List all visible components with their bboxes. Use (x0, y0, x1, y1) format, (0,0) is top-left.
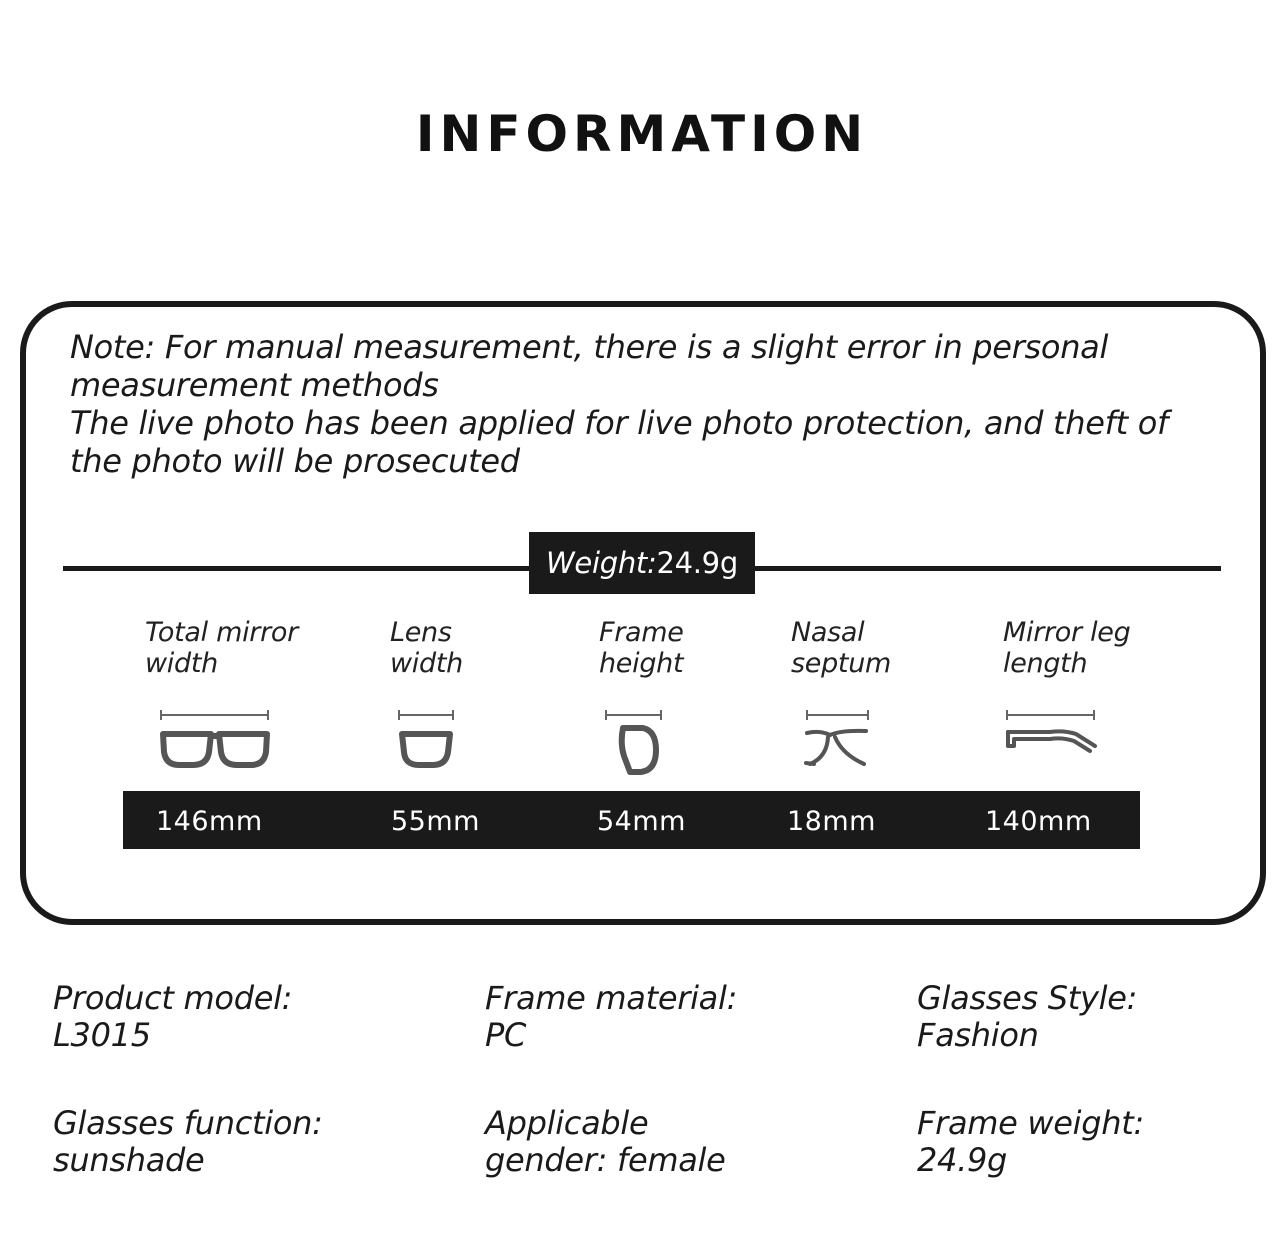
label-line: Lens (390, 617, 452, 648)
spec-glasses-function (53, 1105, 323, 1179)
spec-label: Glasses function: (53, 1104, 323, 1142)
label-line: septum (791, 648, 892, 679)
value-frame-height: 54mm (597, 806, 686, 837)
measurement-label-leg-length (1003, 617, 1130, 679)
measurement-label-total-width (145, 617, 298, 679)
spec-product-model (53, 980, 292, 1054)
label-line: Frame (599, 617, 684, 648)
spec-label: Frame material: (485, 979, 738, 1017)
note-line: measurement methods (70, 366, 439, 404)
measurement-label-lens-width (390, 617, 463, 679)
note-line: Note: For manual measurement, there is a slight error in personal (70, 328, 1109, 366)
spec-frame-material (485, 980, 737, 1054)
spec-frame-weight (917, 1105, 1144, 1179)
label-line: Nasal (791, 617, 865, 648)
nose-bridge-icon (804, 706, 872, 776)
label-line: Total mirror (145, 617, 298, 648)
value-nasal-septum: 18mm (787, 806, 876, 837)
spec-value: sunshade (53, 1141, 205, 1179)
spec-value: 24.9g (917, 1141, 1008, 1179)
value-total-width: 146mm (156, 806, 263, 837)
label-line: width (145, 648, 218, 679)
spec-label: Glasses Style: (917, 979, 1138, 1017)
page-title: INFORMATION (415, 105, 869, 163)
glasses-front-icon (158, 706, 272, 776)
spec-label: Product model: (53, 979, 293, 1017)
label-line: height (599, 648, 684, 679)
label-line: width (390, 648, 463, 679)
spec-glasses-style (917, 980, 1137, 1054)
spec-applicable-gender (485, 1105, 726, 1179)
spec-label: Frame weight: (917, 1104, 1144, 1142)
weight-value: 24.9g (656, 546, 738, 580)
measurement-note (70, 328, 1250, 480)
spec-label: Applicable (485, 1104, 649, 1142)
measurement-label-frame-height (599, 617, 684, 679)
label-line: length (1003, 648, 1088, 679)
frame-height-icon (603, 706, 667, 780)
weight-badge (529, 532, 755, 594)
note-line: the photo will be prosecuted (70, 442, 520, 480)
label-line: Mirror leg (1003, 617, 1131, 648)
spec-value: Fashion (917, 1016, 1039, 1054)
spec-value: gender: female (485, 1141, 726, 1179)
weight-label: Weight: (546, 546, 657, 580)
value-lens-width: 55mm (391, 806, 480, 837)
note-line: The live photo has been applied for live photo protection, and theft of (70, 404, 1168, 442)
value-leg-length: 140mm (985, 806, 1092, 837)
spec-value: L3015 (53, 1016, 151, 1054)
lens-icon (396, 706, 456, 776)
temple-arm-icon (1004, 706, 1098, 766)
spec-value: PC (485, 1016, 527, 1054)
measurement-label-nasal-septum (791, 617, 891, 679)
